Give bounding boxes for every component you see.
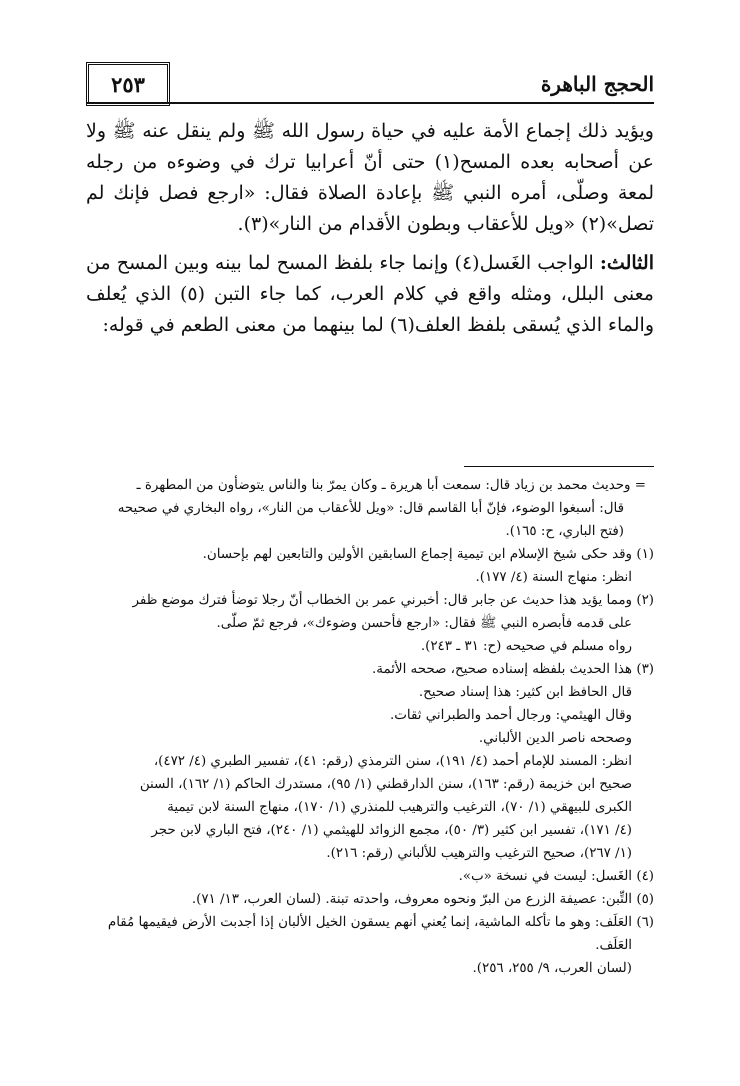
footnote-3 (86, 658, 654, 865)
footnote-number: (٤) (636, 869, 654, 884)
footnote-line: التِّبن: عصيفة الزرع من البرّ ونحوه معروف، واحدته تبنة. (لسان العرب، ١٣/ ٧١). (191, 892, 632, 907)
page-number: ٢٥٣ (86, 62, 170, 106)
footnote-line: = وحديث محمد بن زياد قال: سمعت أبا هريرة ـ وكان يمرّ بنا والناس يتوضأون من المطهرة ـ (136, 478, 646, 493)
footnotes (86, 474, 654, 980)
running-title: الحجج الباهرة (540, 72, 654, 96)
footnote-number: (٣) (636, 662, 654, 677)
footnote-line: رواه مسلم في صحيحه (ح: ٣١ ـ ٢٤٣). (420, 639, 632, 654)
footnote-number: (٦) (636, 915, 654, 930)
footnote-line: صحيح ابن خزيمة (رقم: ١٦٣)، سنن الدارقطني (١/ ٩٥)، مستدرك الحاكم (١/ ١٦٢)، السنن (139, 777, 632, 792)
footnote-number: (٢) (636, 593, 654, 608)
footnote-line: الغَسل: ليست في نسخة «ب». (458, 869, 632, 884)
footnote-1 (86, 543, 654, 589)
paragraph-2-body: الواجب الغَسل(٤) وإنما جاء بلفظ المسح لما بينه وبين المسح من معنى البلل، ومثله واقع في كلام العرب، كما جاء التبن (٥) الذي يُعلف والماء الذي يُسقى بلفظ العلف(٦) لما بينهما من معنى الطعم في قوله: (86, 252, 654, 336)
footnote-line: قال الحافظ ابن كثير: هذا إسناد صحيح. (418, 685, 632, 700)
footnote-line: (١/ ٢٦٧)، صحيح الترغيب والترهيب للألباني (رقم: ٢١٦). (326, 846, 632, 861)
page-header (86, 62, 654, 106)
footnote-line: (٤/ ١٧١)، تفسير ابن كثير (٣/ ٥٠)، مجمع الزوائد للهيثمي (١/ ٢٤٠)، فتح الباري لابن حجر (151, 823, 632, 838)
paragraph-2-lead: الثالث: (599, 252, 654, 274)
footnote-line: قال: أسبغوا الوضوء، فإنّ أبا القاسم قال: «ويل للأعقاب من النار»، رواه البخاري في صحيحه (117, 501, 624, 516)
footnote-line: ومما يؤيد هذا حديث عن جابر قال: أخبرني عمر بن الخطاب أنّ رجلا توضأ فترك موضع ظفر (132, 593, 632, 608)
footnote-line: على قدمه فأبصره النبي ﷺ فقال: «ارجع فأحسن وضوءك»، فرجع ثمّ صلّى. (216, 616, 632, 631)
footnote-line: انظر: منهاج السنة (٤/ ١٧٧). (475, 570, 632, 585)
footnote-number: (٥) (636, 892, 654, 907)
footnote-4 (86, 865, 654, 888)
footnote-line: (فتح الباري، ح: ١٦٥). (505, 524, 624, 539)
footnote-line: العَلَف. (595, 938, 632, 953)
header-rule (86, 102, 654, 104)
paragraph-1: ويؤيد ذلك إجماع الأمة عليه في حياة رسول الله ﷺ ولم ينقل عنه ﷺ ولا عن أصحابه بعده المسح(١) حتى أنّ أعرابيا ترك في وضوءه من رجله لمعة وصلّى، أمره النبي ﷺ بإعادة الصلاة فقال: «ارجع فصل فإنك لم تصل»(٢) «ويل للأعقاب وبطون الأقدام من النار»(٣). (86, 120, 654, 235)
footnote-line: الكبرى للبيهقي (١/ ٧٠)، الترغيب والترهيب للمنذري (١/ ١٧٠)، منهاج السنة لابن تيمية (167, 800, 632, 815)
footnote-number: (١) (636, 547, 654, 562)
footnote-line: وصححه ناصر الدين الألباني. (478, 731, 632, 746)
footnote-line: وقد حكى شيخ الإسلام ابن تيمية إجماع السابقين الأولين والتابعين لهم بإحسان. (202, 547, 632, 562)
footnote-separator (464, 466, 654, 467)
footnote-line: (لسان العرب، ٩/ ٢٥٥، ٢٥٦). (472, 961, 632, 976)
footnote-2 (86, 589, 654, 658)
footnote-line: العَلَف: وهو ما تأكله الماشية، إنما يُعني أنهم يسقون الخيل الألبان إذا أجدبت الأرض فيقيمها مُقام (107, 915, 632, 930)
footnote-continuation (86, 474, 654, 543)
footnote-line: انظر: المسند للإمام أحمد (٤/ ١٩١)، سنن الترمذي (رقم: ٤١)، تفسير الطبري (٤/ ٤٧٢)، (153, 754, 632, 769)
footnote-line: وقال الهيثمي: ورجال أحمد والطبراني ثقات. (390, 708, 632, 723)
footnote-5 (86, 888, 654, 911)
paragraph-2 (86, 248, 654, 341)
footnote-line: هذا الحديث بلفظه إسناده صحيح، صححه الأئمة. (372, 662, 632, 677)
main-text (86, 116, 654, 341)
footnote-6 (86, 911, 654, 980)
